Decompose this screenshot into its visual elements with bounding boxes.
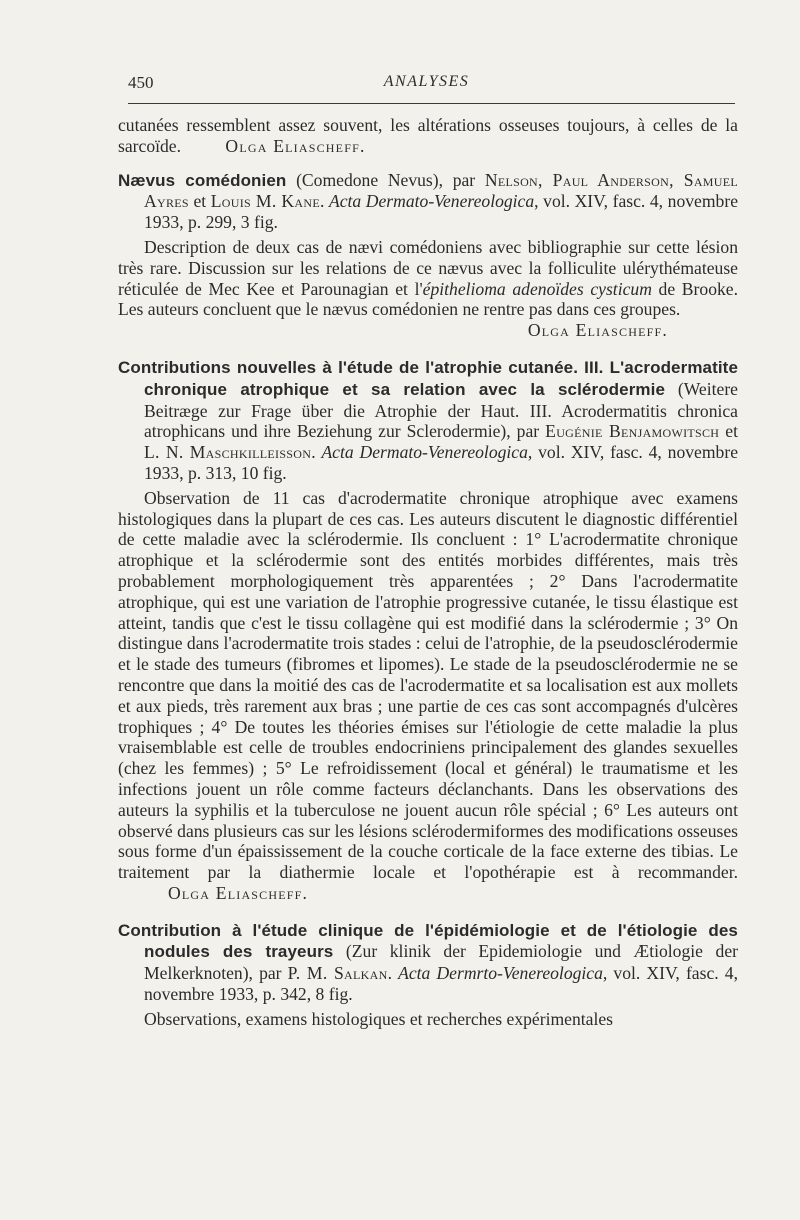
- entry-abstract: [118, 237, 738, 320]
- entry-citation: , vol. XIV, fasc. 4, novembre 1933, p. 342, 8 fig.: [144, 963, 738, 1005]
- entry-journal: Acta Dermato-Venereologica: [321, 442, 528, 463]
- abstract-text: Observations, examens histologiques et recherches expérimentales: [144, 1008, 614, 1029]
- page-number: 450: [128, 73, 154, 92]
- entry-journal: Acta Dermrto-Venereologica: [398, 963, 603, 984]
- entry-conjunction: et: [719, 421, 738, 442]
- abstract-text: Description de deux cas de nævi comédoniens avec bibliographie sur cette lésion très rare. Discussion sur les relations de ce nævus avec la folliculite ulérythémateuse réticulée de Mec Kee et Parounagian et l': [118, 236, 738, 299]
- continuation-paragraph: [118, 115, 738, 157]
- entry-heading: [118, 170, 738, 233]
- abstract-text: Observation de 11 cas d'acrodermatite chronique atrophique avec examens histologiques dans la plupart de ces cas. Les auteurs discutent le diagnostic différentiel de cette maladie avec la sclérodermie. Ils concluent : 1° L'acrodermatite chronique atrophique et la sclérodermie sont des entités morbides différentes, mais très probablement morphologiquement très apparentées ; 2° Dans l'acrodermatite atrophique, qui est une variation de l'atrophie progressive cutanée, le tissu élastique est atteint, tandis que c'est le tissu collagène qui est modifié dans la sclérodermie ; 3° On distingue dans l'acrodermatite trois stades : celui de l'atrophie, de la pseudosclérodermie et le stade des tumeurs (fibromes et lipomes). Le stade de la pseudosclérodermie ne se rencontre que dans la moitié des cas de l'acrodermatite et sa localisation est aux mollets et aux pieds, très rarement aux bras ; une partie de ces cas sont accompagnés d'ulcères trophiques ; 4° De toutes les théories émises sur l'étiologie de cette maladie la plus vraisemblable est celle de troubles endocriniens principalement des glandes sexuelles (chez les femmes) ; 5° Le refroidissement (local et général) le traumatisme et les infections jouent un rôle comme facteurs déclanchants. Dans les observations des auteurs la syphilis et la tuberculose ne jouent aucun rôle spécial ; 6° Les auteurs ont observé dans plusieurs cas sur les lésions sclérodermiformes des modifications osseuses sous forme d'un épaississement de la couche corticale de la face externe des tibias. Le traitement par la diathermie locale et l'opothérapie est à recommander.: [118, 487, 738, 883]
- entry-title: Nævus comédonien: [118, 170, 287, 190]
- continuation-signature: Olga Eliascheff.: [225, 135, 366, 156]
- entry-authors: Nelson, Paul Anderson, Samuel Ayres: [144, 169, 738, 212]
- continuation-text: cutanées ressemblent assez souvent, les altérations osseuses toujours, à celles de la sarcoïde.: [118, 115, 738, 156]
- entry-abstract: [118, 488, 738, 904]
- running-title: ANALYSES: [383, 73, 470, 90]
- entry-title: Contributions nouvelles à l'étude de l'atrophie cutanée. III. L'acrodermatite chronique atrophique et sa relation avec la sclérodermie: [118, 357, 738, 399]
- entry-conjunction: et: [188, 191, 211, 212]
- entry-original-title: (Weitere Beitræge zur Frage über die Atrophie der Haut. III. Acrodermatitis chronica atrophicans und ihre Beziehung zur Sclerodermie), par: [144, 378, 738, 442]
- entry-citation: , vol. XIV, fasc. 4, novembre 1933, p. 299, 3 fig.: [144, 191, 739, 233]
- entry-journal: Acta Dermato-Venereologica: [328, 191, 535, 212]
- entry-signature: Olga Eliascheff.: [527, 320, 668, 341]
- running-header: [118, 73, 735, 97]
- entry-original-title: (Comedone Nevus), par: [286, 169, 485, 190]
- entry-heading: [118, 920, 738, 1005]
- entry-author: Louis M. Kane: [210, 191, 320, 212]
- entry-author: L. N. Maschkilleisson: [144, 442, 312, 463]
- entry-author: Eugénie Benjamowitsch: [545, 421, 720, 442]
- entry-heading: [118, 357, 738, 484]
- header-rule: [128, 103, 735, 104]
- entry-abstract: [118, 1009, 738, 1030]
- article-body: [118, 115, 738, 1030]
- entry-separator: .: [387, 963, 399, 984]
- entry-title: Contribution à l'étude clinique de l'épidémiologie et de l'étiologie des nodules des trayeurs: [118, 920, 738, 962]
- entry-citation: , vol. XIV, fasc. 4, novembre 1933, p. 313, 10 fig.: [144, 442, 739, 483]
- entry-original-title: (Zur klinik der Epidemiologie und Ætiologie der Melkerknoten), par: [144, 941, 738, 984]
- entry-separator: .: [311, 442, 322, 463]
- abstract-text: de Brooke. Les auteurs concluent que le nævus comédonien ne rentre pas dans ces groupes.: [118, 278, 738, 320]
- abstract-emphasis: épithelioma adenoïdes cysticum: [422, 278, 652, 299]
- entry-author: P. M. Salkan: [287, 963, 388, 984]
- entry-signature: Olga Eliascheff.: [168, 882, 309, 903]
- entry-separator: .: [319, 191, 329, 212]
